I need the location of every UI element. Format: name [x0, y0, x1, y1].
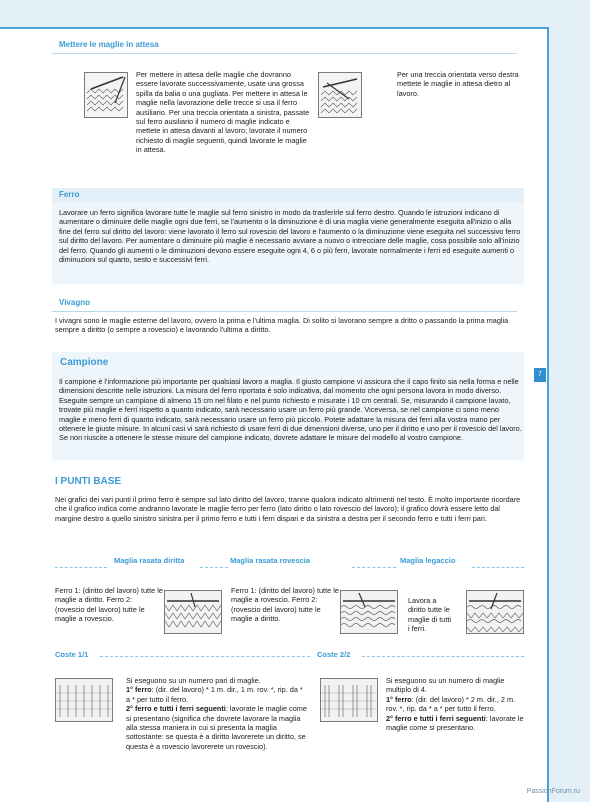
watermark: PassionForum.ru: [526, 788, 580, 795]
section-title-punti-base: I PUNTI BASE: [55, 476, 122, 487]
rasata-diritta-swatch-image: [164, 590, 222, 634]
section-rule: [52, 311, 517, 312]
legaccio-text: Lavora a diritto tutte le maglie di tutti i ferri.: [408, 596, 451, 634]
coste-1-1-text: [126, 676, 308, 751]
punti-intro-text: Nei grafici dei vari punti il primo ferro è sempre sul lato diritto del lavoro, tranne qualora indicato altrimenti nel testo. È molto importante ricordare che il grafico indica come andranno lavorate le maglie ferro per ferro (lato diritto o lato rovescio del lavoro); il grafico dovrà essere letto dal margine destro a quello sinistro sinistra per il primo ferro e tutti i ferri dispari e da sinistra a destra per il secondo ferro e tutti i ferri pari.: [55, 495, 521, 523]
attesa-swatch-right-image: [318, 72, 362, 118]
vivagno-text: I vivagni sono le maglie esterne del lavoro, ovvero la prima e l'ultima maglia. Di solito si lavorano sempre a dritto o passando la prima maglia sempre a diritto (o sempre a rovescio) e lavorando l'ultima a diritto.: [55, 316, 509, 335]
coste-1-1-line1: Si eseguono su un numero pari di maglie.: [126, 676, 261, 685]
coste-2-2-f1-label: 1° ferro: [386, 694, 412, 704]
subtitle-rasata-rovescia: Maglia rasata rovescia: [230, 556, 311, 565]
section-title-ferro: Ferro: [52, 188, 524, 202]
dashed-rule: [352, 567, 396, 568]
subtitle-rasata-diritta: Maglia rasata diritta: [114, 556, 185, 565]
section-rule: [52, 53, 517, 54]
subtitle-coste-2-2: Coste 2/2: [317, 650, 351, 659]
subtitle-coste-1-1: Coste 1/1: [55, 650, 89, 659]
dashed-rule: [100, 656, 310, 657]
ferro-text: Lavorare un ferro significa lavorare tutte le maglie sul ferro sinistro in modo da trasferirle sul ferro destro. Quando le istruzioni indicano di aumentare o diminuire delle maglie ogni due ferri, se l'aumento o la diminuzione è di una maglia viene generalmente eseguita all'inizio o alla fine del ferro sul diritto del lavoro: viene lavorato il ferro sul rovescio del lavoro e l'aumento o la diminuzione viene eseguita nel successivo ferro sul diritto del lavoro. Per aumentare o diminuire più maglie è necessario avviare a nuovo o intrecciare delle maglie, cosa possibile solo all'inizio del ferro. Quando gli aumenti o le diminuzioni devono essere eseguite ogni 4, 6 o più ferri, lavorate normalmente i ferri ed eseguite aumenti o diminuzioni sul quarto, sesto e successivi ferri.: [59, 208, 521, 265]
coste-2-2-f2-text: : lavorate le maglie come si presentano.: [386, 713, 524, 733]
coste-2-2-line1: Si eseguono su un numero di maglie multiplo di 4.: [386, 676, 505, 695]
coste-2-2-f1-text: : (dir. del lavoro) * 2 m. dir., 2 m. rov. *, rip. da * a * per tutto il ferro.: [386, 694, 516, 714]
dashed-rule: [472, 567, 524, 568]
coste-1-1-f2-label: 2° ferro e tutti i ferri seguenti: [126, 704, 226, 714]
section-title-attesa: Mettere le maglie in attesa: [59, 40, 159, 49]
coste-2-2-text: [386, 676, 524, 732]
attesa-swatch-left-image: [84, 72, 128, 118]
page-number-tab: 7: [534, 368, 546, 382]
coste-1-1-f1-text: : (dir. del lavoro) * 1 m. dir., 1 m. rov. *, rip. da * a * per tutto il ferro.: [126, 685, 303, 704]
coste-2-2-swatch-image: [320, 678, 378, 722]
coste-1-1-f1-label: 1° ferro: [126, 685, 152, 695]
coste-1-1-f2-text: : lavorate le maglie come si presentano (significa che dovrete lavorare la maglia alla stessa maniera in cui si presenta la maglia sottostante: se questa è a diritto lavorerete un diritto, se questa è a rovescio lavorerete un rovescio).: [126, 704, 307, 751]
legaccio-swatch-image: [466, 590, 524, 634]
rasata-rovescia-text: Ferro 1: (diritto del lavoro) tutte le maglie a rovescio. Ferro 2: (rovescio del lavoro) tutte le maglie a diritto.: [231, 586, 339, 624]
rasata-diritta-text: Ferro 1: (diritto del lavoro) tutte le maglie a diritto. Ferro 2: (rovescio del lavoro) tutte le maglie a rovescio.: [55, 586, 163, 624]
section-title-vivagno: Vivagno: [59, 298, 90, 307]
dashed-rule: [200, 567, 228, 568]
attesa-text-right: Per una treccia orientata verso destra mettete le maglie in attesa dietro al lavoro.: [397, 70, 519, 98]
subtitle-legaccio: Maglia legaccio: [400, 556, 456, 565]
dashed-rule: [362, 656, 524, 657]
coste-1-1-swatch-image: [55, 678, 113, 722]
section-title-campione: Campione: [60, 357, 109, 368]
dashed-rule: [55, 567, 107, 568]
campione-text: Il campione è l'informazione più importante per qualsiasi lavoro a maglia. Il giusto campione vi assicura che il capo finito sia nella forma e nelle dimensioni descritte nelle istruzioni. La misura del ferro riportata è solo indicativa, dal momento che ogni persona lavora in modo diverso. Eseguite sempre un campione di almeno 15 cm nel filato e nel punto richiesto e misurate i 10 cm centrali. Se, misurando il campione lavato, trovate più maglie e ferri rispetto a quanto indicato, sarà necessario usare un ferro più grande. Viceversa, se nel campione ci sono meno maglie e meno ferri di quanto indicato, sarà necessario usare un ferro più piccolo. Potete adattare la misura dei ferri alla vostra mano per ottenere le giuste misure. In alcuni casi vi sarà richiesto di usare ferri di due dimensioni diverse, uno per il diritto e uno per il rovescio del lavoro. Se non riuscite a ottenere le stesse misure del campione indicato, dovrete adattare le misure del modello al vostro campione.: [59, 377, 522, 443]
attesa-text-left: Per mettere in attesa delle maglie che dovranno essere lavorate successivamente, usate una grossa spilla da balia o una gugliata. Per mettere in attesa le maglie nella lavorazione delle trecce si usa il ferro ausiliario. Per una treccia orientata a sinistra, passate sul ferro ausiliario il numero di maglie indicato e mettete in attesa davanti al lavoro; lavorate il numero richiesto di maglie seguenti, quindi lavorate le maglie in attesa.: [136, 70, 310, 155]
rasata-rovescia-swatch-image: [340, 590, 398, 634]
coste-2-2-f2-label: 2° ferro e tutti i ferri seguenti: [386, 713, 486, 723]
